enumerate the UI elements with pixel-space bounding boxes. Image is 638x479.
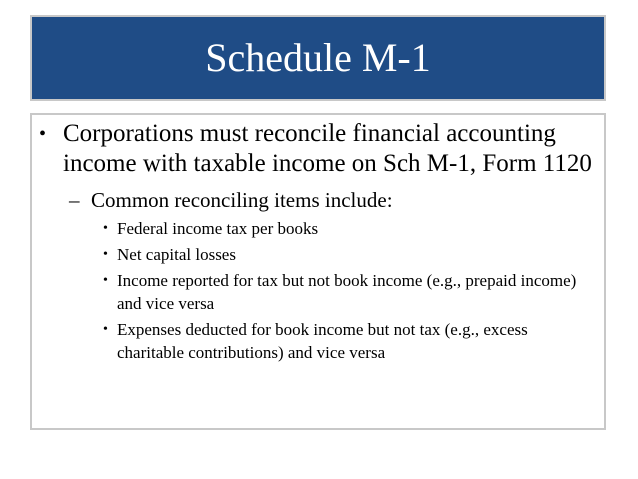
bullet-dot-icon: • <box>103 247 108 262</box>
title-bar <box>30 15 606 101</box>
list-item <box>103 318 596 364</box>
list-item <box>103 269 596 315</box>
list-item-text: Income reported for tax but not book income (e.g., prepaid income) and vice versa <box>117 271 577 313</box>
dash-icon: – <box>69 188 80 212</box>
bullet-dot-icon: • <box>103 221 108 236</box>
bullet-dot-icon: • <box>39 123 47 145</box>
list-item-text: Expenses deducted for book income but not tax (e.g., excess charitable contributions) and vice versa <box>117 320 528 362</box>
bullet-level2 <box>69 187 596 213</box>
bullet-level3-list <box>103 217 596 364</box>
bullet-level2-text: Common reconciling items include: <box>91 188 393 212</box>
bullet-level1-text: Corporations must reconcile financial accounting income with taxable income on Sch M-1, Form 1120 <box>63 120 592 177</box>
list-item <box>103 243 596 266</box>
list-item-text: Net capital losses <box>117 245 236 264</box>
list-item-text: Federal income tax per books <box>117 219 319 238</box>
bullet-dot-icon: • <box>103 273 108 288</box>
bullet-list <box>36 119 596 364</box>
content-box <box>30 113 606 430</box>
bullet-dot-icon: • <box>103 322 108 337</box>
list-item <box>103 217 596 240</box>
bullet-level1 <box>36 119 596 179</box>
slide-title: Schedule M-1 <box>205 35 431 80</box>
